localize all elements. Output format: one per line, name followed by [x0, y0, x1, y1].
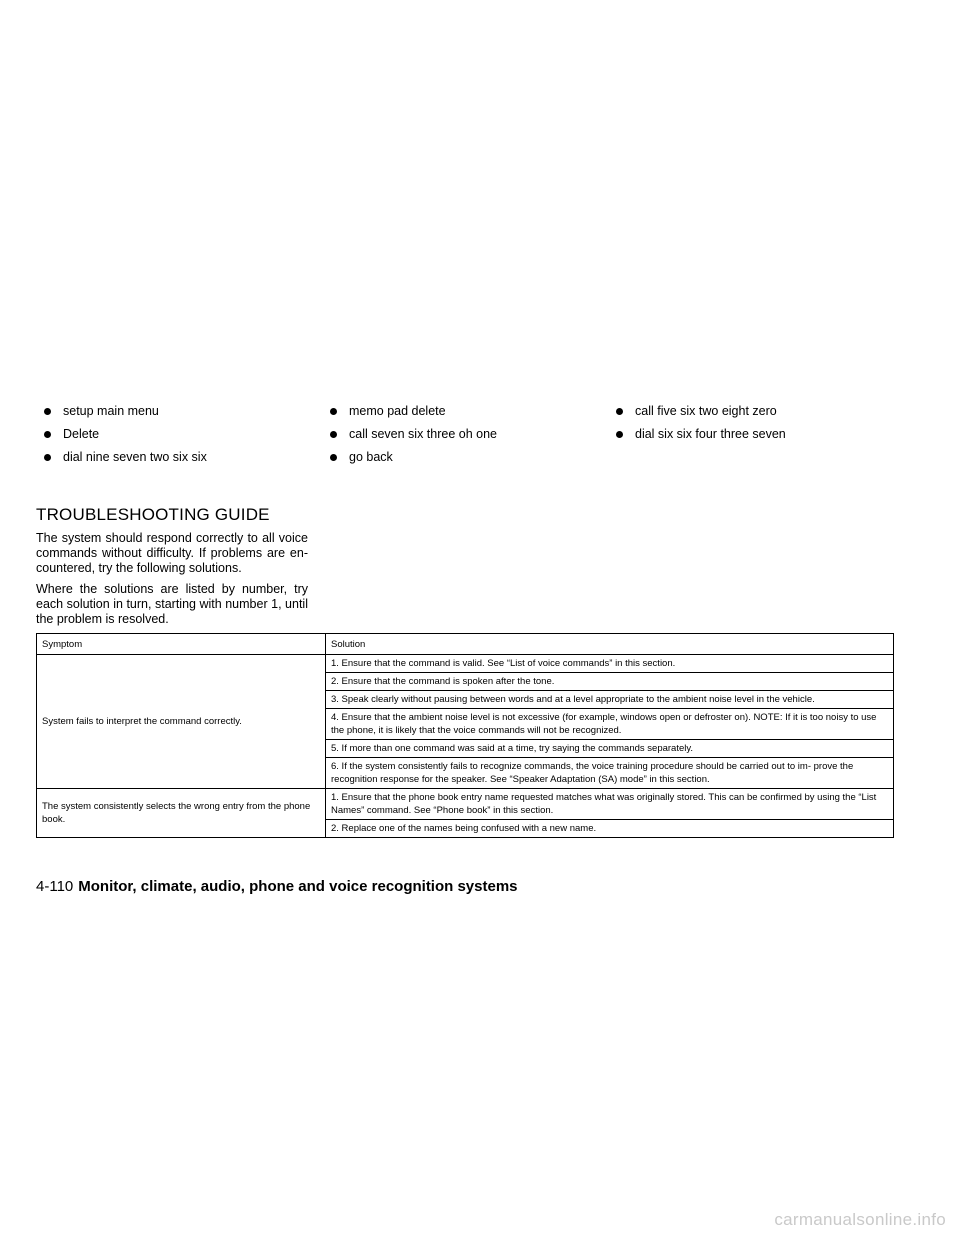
bullet-item: [36, 450, 322, 465]
solution-cell: 4. Ensure that the ambient noise level is not excessive (for example, windows open or defroster on). NOTE: If it is too noisy to use the phone, it is likely that the voice commands will not be recognized.: [326, 709, 894, 740]
bullet-text: go back: [349, 450, 393, 464]
table-header-row: [37, 634, 894, 655]
bullet-column-1: [36, 404, 322, 473]
bullet-dot-icon: [44, 408, 51, 415]
section-heading: TROUBLESHOOTING GUIDE: [36, 505, 270, 524]
bullet-dot-icon: [616, 408, 623, 415]
solution-cell: 2. Replace one of the names being confused with a new name.: [326, 820, 894, 838]
bullet-text: call five six two eight zero: [635, 404, 777, 418]
bullet-item: [36, 404, 322, 419]
bullet-text: call seven six three oh one: [349, 427, 498, 441]
page-number: 4-110: [36, 878, 74, 895]
bullet-text: dial six six four three seven: [635, 427, 786, 441]
bullet-item: [322, 427, 608, 442]
bullet-text: Delete: [63, 427, 100, 441]
solution-cell: 5. If more than one command was said at a time, try saying the commands separately.: [326, 740, 894, 758]
chapter-title: Monitor, climate, audio, phone and voice recognition systems: [78, 878, 518, 895]
bullet-item: [322, 404, 608, 419]
bullet-item: [36, 427, 322, 442]
watermark-text: carmanualsonline.info: [774, 1210, 946, 1229]
bullet-column-2: [322, 404, 608, 473]
solution-cell: 6. If the system consistently fails to recognize commands, the voice training procedure should be carried out to im- prove the recognition response for the speaker. See “Speaker Adaptation (SA) mode” in this section.: [326, 758, 894, 789]
bullet-text: setup main menu: [63, 404, 159, 418]
table-row: [37, 655, 894, 673]
solution-header: Solution: [326, 634, 894, 655]
bullet-dot-icon: [44, 431, 51, 438]
bullet-item: [322, 450, 608, 465]
solution-cell: 2. Ensure that the command is spoken after the tone.: [326, 673, 894, 691]
page-footer: [36, 878, 518, 895]
troubleshooting-table: [36, 633, 894, 838]
bullet-item: [608, 427, 894, 442]
symptom-header: Symptom: [37, 634, 326, 655]
table-row: [37, 789, 894, 820]
bullet-dot-icon: [330, 454, 337, 461]
solution-cell: 1. Ensure that the command is valid. See “List of voice commands” in this section.: [326, 655, 894, 673]
solution-cell: 3. Speak clearly without pausing between words and at a level appropriate to the ambient noise level in the vehicle.: [326, 691, 894, 709]
bullet-dot-icon: [330, 431, 337, 438]
voice-command-examples: [36, 404, 896, 473]
symptom-cell: System fails to interpret the command correctly.: [37, 655, 326, 789]
bullet-dot-icon: [616, 431, 623, 438]
bullet-column-3: [608, 404, 894, 473]
symptom-cell: The system consistently selects the wrong entry from the phone book.: [37, 789, 326, 838]
bullet-item: [608, 404, 894, 419]
bullet-text: memo pad delete: [349, 404, 446, 418]
bullet-dot-icon: [44, 454, 51, 461]
bullet-dot-icon: [330, 408, 337, 415]
intro-paragraph: The system should respond correctly to all voice commands without difficulty. If problems are en- countered, try the following solutions.: [36, 531, 308, 575]
bullet-text: dial nine seven two six six: [63, 450, 207, 464]
instruction-paragraph: Where the solutions are listed by number, try each solution in turn, starting with number 1, until the problem is resolved.: [36, 582, 308, 626]
solution-cell: 1. Ensure that the phone book entry name requested matches what was originally stored. This can be confirmed by using the “List Names” command. See “Phone book” in this section.: [326, 789, 894, 820]
